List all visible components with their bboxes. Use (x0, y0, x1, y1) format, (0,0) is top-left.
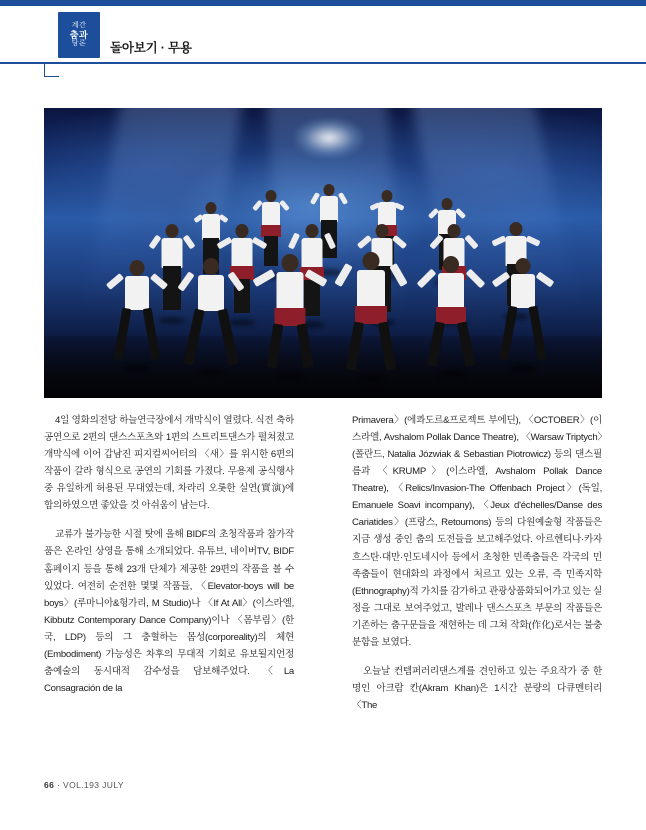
dancer-head (382, 190, 393, 202)
page-footer (44, 780, 124, 790)
paragraph: 오늘날 컨템퍼러리댄스계를 견인하고 있는 주요작가 중 한 명인 아크람 칸(Akram Khan)은 1시간 분량의 다큐멘터리 〈The (352, 665, 602, 711)
paragraph: 교류가 불가능한 시절 탓에 올해 BIDF의 초청작품과 참가작품은 온라인 상영을 통해 소개되었다. 유튜브, 네이버TV, BIDF 홈페이지 등을 통해 23개 단체가 제공한 29편의 작품을 볼 수 있었다. 여전히 순전한 몇몇 작품들, 〈Elevator-boys will be boys〉(루마니아&헝가리, M Studio)나 〈If At All〉(이스라엘, Kibbutz Contemporary Dance Company)이나 〈몸부림〉(한국, LDP) 등의 그 충혈하는 몸성(corporeality)의 체현(Embodiment) 가능성은 차후의 무대적 기회로 유보될지언정 춤예술의 동시대적 감수성을 담보해주었다. 〈La Consagración de la (44, 529, 294, 694)
spotlight-glow (294, 118, 364, 158)
dancer-leg (427, 321, 445, 366)
dancer-torso (277, 272, 304, 310)
dancer-torso (320, 196, 338, 222)
dancer-leg (499, 306, 517, 361)
dancer-torso (262, 202, 280, 227)
page-number: 66 (44, 780, 55, 790)
logo-line-2: 춤과 (69, 29, 89, 40)
header-accent-strip (0, 0, 646, 6)
section-title: 돌아보기 · 무용 (110, 41, 192, 55)
dancer-torso (162, 238, 183, 268)
paragraph: 4일 영화의전당 하늘연극장에서 개막식이 열렸다. 식전 축하공연으로 2편의 댄스스포츠와 1편의 스트리트댄스가 펼쳐졌고 개막식에 이어 갑남진 피지컬씨어터의 〈새〉를 위시한 6편의 작품이 갈라 형식으로 공연의 기회를 가졌다. 무용제 공식행사 중 유일하게 허용된 무대였는데, 차라리 오롯한 실연(實演)에 합의하였으면 좋았을 것 아쉬움이 남는다. (44, 415, 294, 512)
dancer-torso (438, 273, 464, 309)
dancer-torso (198, 275, 224, 311)
dancer-head (282, 254, 299, 272)
dancer-shadow (159, 317, 185, 324)
article-column-right (352, 412, 602, 726)
dancer-head (376, 224, 389, 238)
dancer-torso (357, 270, 385, 308)
dancer-head (206, 202, 217, 214)
header-divider (0, 62, 646, 64)
dancer-leg (217, 309, 238, 366)
dancer-arm (310, 192, 320, 205)
dancer-head (266, 190, 277, 202)
logo-line-3: 담론 (71, 40, 87, 48)
dancer-leg (143, 308, 161, 361)
dancer-shadow (510, 365, 536, 372)
dancer-figure (264, 254, 316, 372)
dancer-leg (528, 306, 546, 361)
dancer-leg (297, 323, 314, 368)
dancer-head (130, 260, 145, 276)
dancer-head (324, 184, 335, 196)
footer-separator: · (57, 780, 61, 790)
dancer-shadow (438, 371, 464, 378)
dancer-figure (426, 256, 476, 370)
stage-performance-photo (44, 108, 602, 398)
dancer-shadow (198, 369, 224, 376)
issue-label: VOL.193 JULY (63, 780, 124, 790)
dancer-head (516, 258, 531, 274)
dancer-head (442, 198, 453, 210)
dancer-leg (346, 321, 364, 370)
dancer-figure (344, 252, 398, 374)
dancer-head (448, 224, 461, 238)
logo-line-1: 계간 (71, 21, 87, 29)
dancer-figure (186, 258, 236, 368)
dancer-head (306, 224, 319, 238)
dancer-head (443, 256, 459, 273)
dancer-leg (183, 309, 204, 366)
dancer-head (166, 224, 179, 238)
dancer-torso (202, 214, 220, 240)
paragraph: Primavera〉(에콰도르&프로젝트 부에딘), 〈OCTOBER〉(이스라엘, Avshalom Pollak Dance Theatre), 〈Warsaw Triptych〉(폴란드, Natalia Józwiak & Sebastian Piotrowicz) 등의 댄스필름과 〈KRUMP〉(이스라엘, Avshalom Pollak Dance Theatre), 〈Relics/Invasion-The Offenbach Project〉(독일, Emanuele Soavi incompany), 〈Jeux d'échelles/Danse des Cariatides〉(프랑스, Retournons) 등의 다원예술형 작품들은 지금 생성 중인 춤의 도전들을 보고해주었다. 아르헨티나·카자흐스탄·대만·인도네시아 등에서 초청한 민족춤들은 각국의 민족춤들이 현대화의 과정에서 처르고 있는 오류, 즉 민족지학(Ethnography)적 가치를 감가하고 관광상품화되어가고 있는 실정을 그대로 보여주었고, 발레나 댄스스포츠 부문의 작품들은 기존하는 춤구문들을 재현하는 데 그쳐 작화(作化)로서는 불충분함을 보였다. (352, 415, 602, 648)
dancer-leg (457, 321, 475, 366)
dancer-leg (378, 321, 396, 370)
dancer-head (510, 222, 523, 236)
dancer-head (236, 224, 249, 238)
dancer-head (363, 252, 380, 270)
dancer-shadow (124, 365, 150, 372)
publication-logo (58, 12, 100, 58)
dancer-shadow (277, 373, 303, 380)
dancer-head (203, 258, 219, 275)
dancer-torso (511, 274, 535, 308)
dancer-leg (114, 308, 132, 361)
dancer-skirt (355, 306, 387, 324)
article-column-left (44, 412, 294, 709)
page-header (0, 0, 646, 62)
dancer-shadow (358, 375, 384, 382)
dancer-figure (114, 260, 160, 364)
dancer-torso (125, 276, 149, 310)
dancer-leg (267, 323, 284, 368)
dancer-figure (500, 258, 546, 364)
header-corner-mark (44, 62, 59, 77)
